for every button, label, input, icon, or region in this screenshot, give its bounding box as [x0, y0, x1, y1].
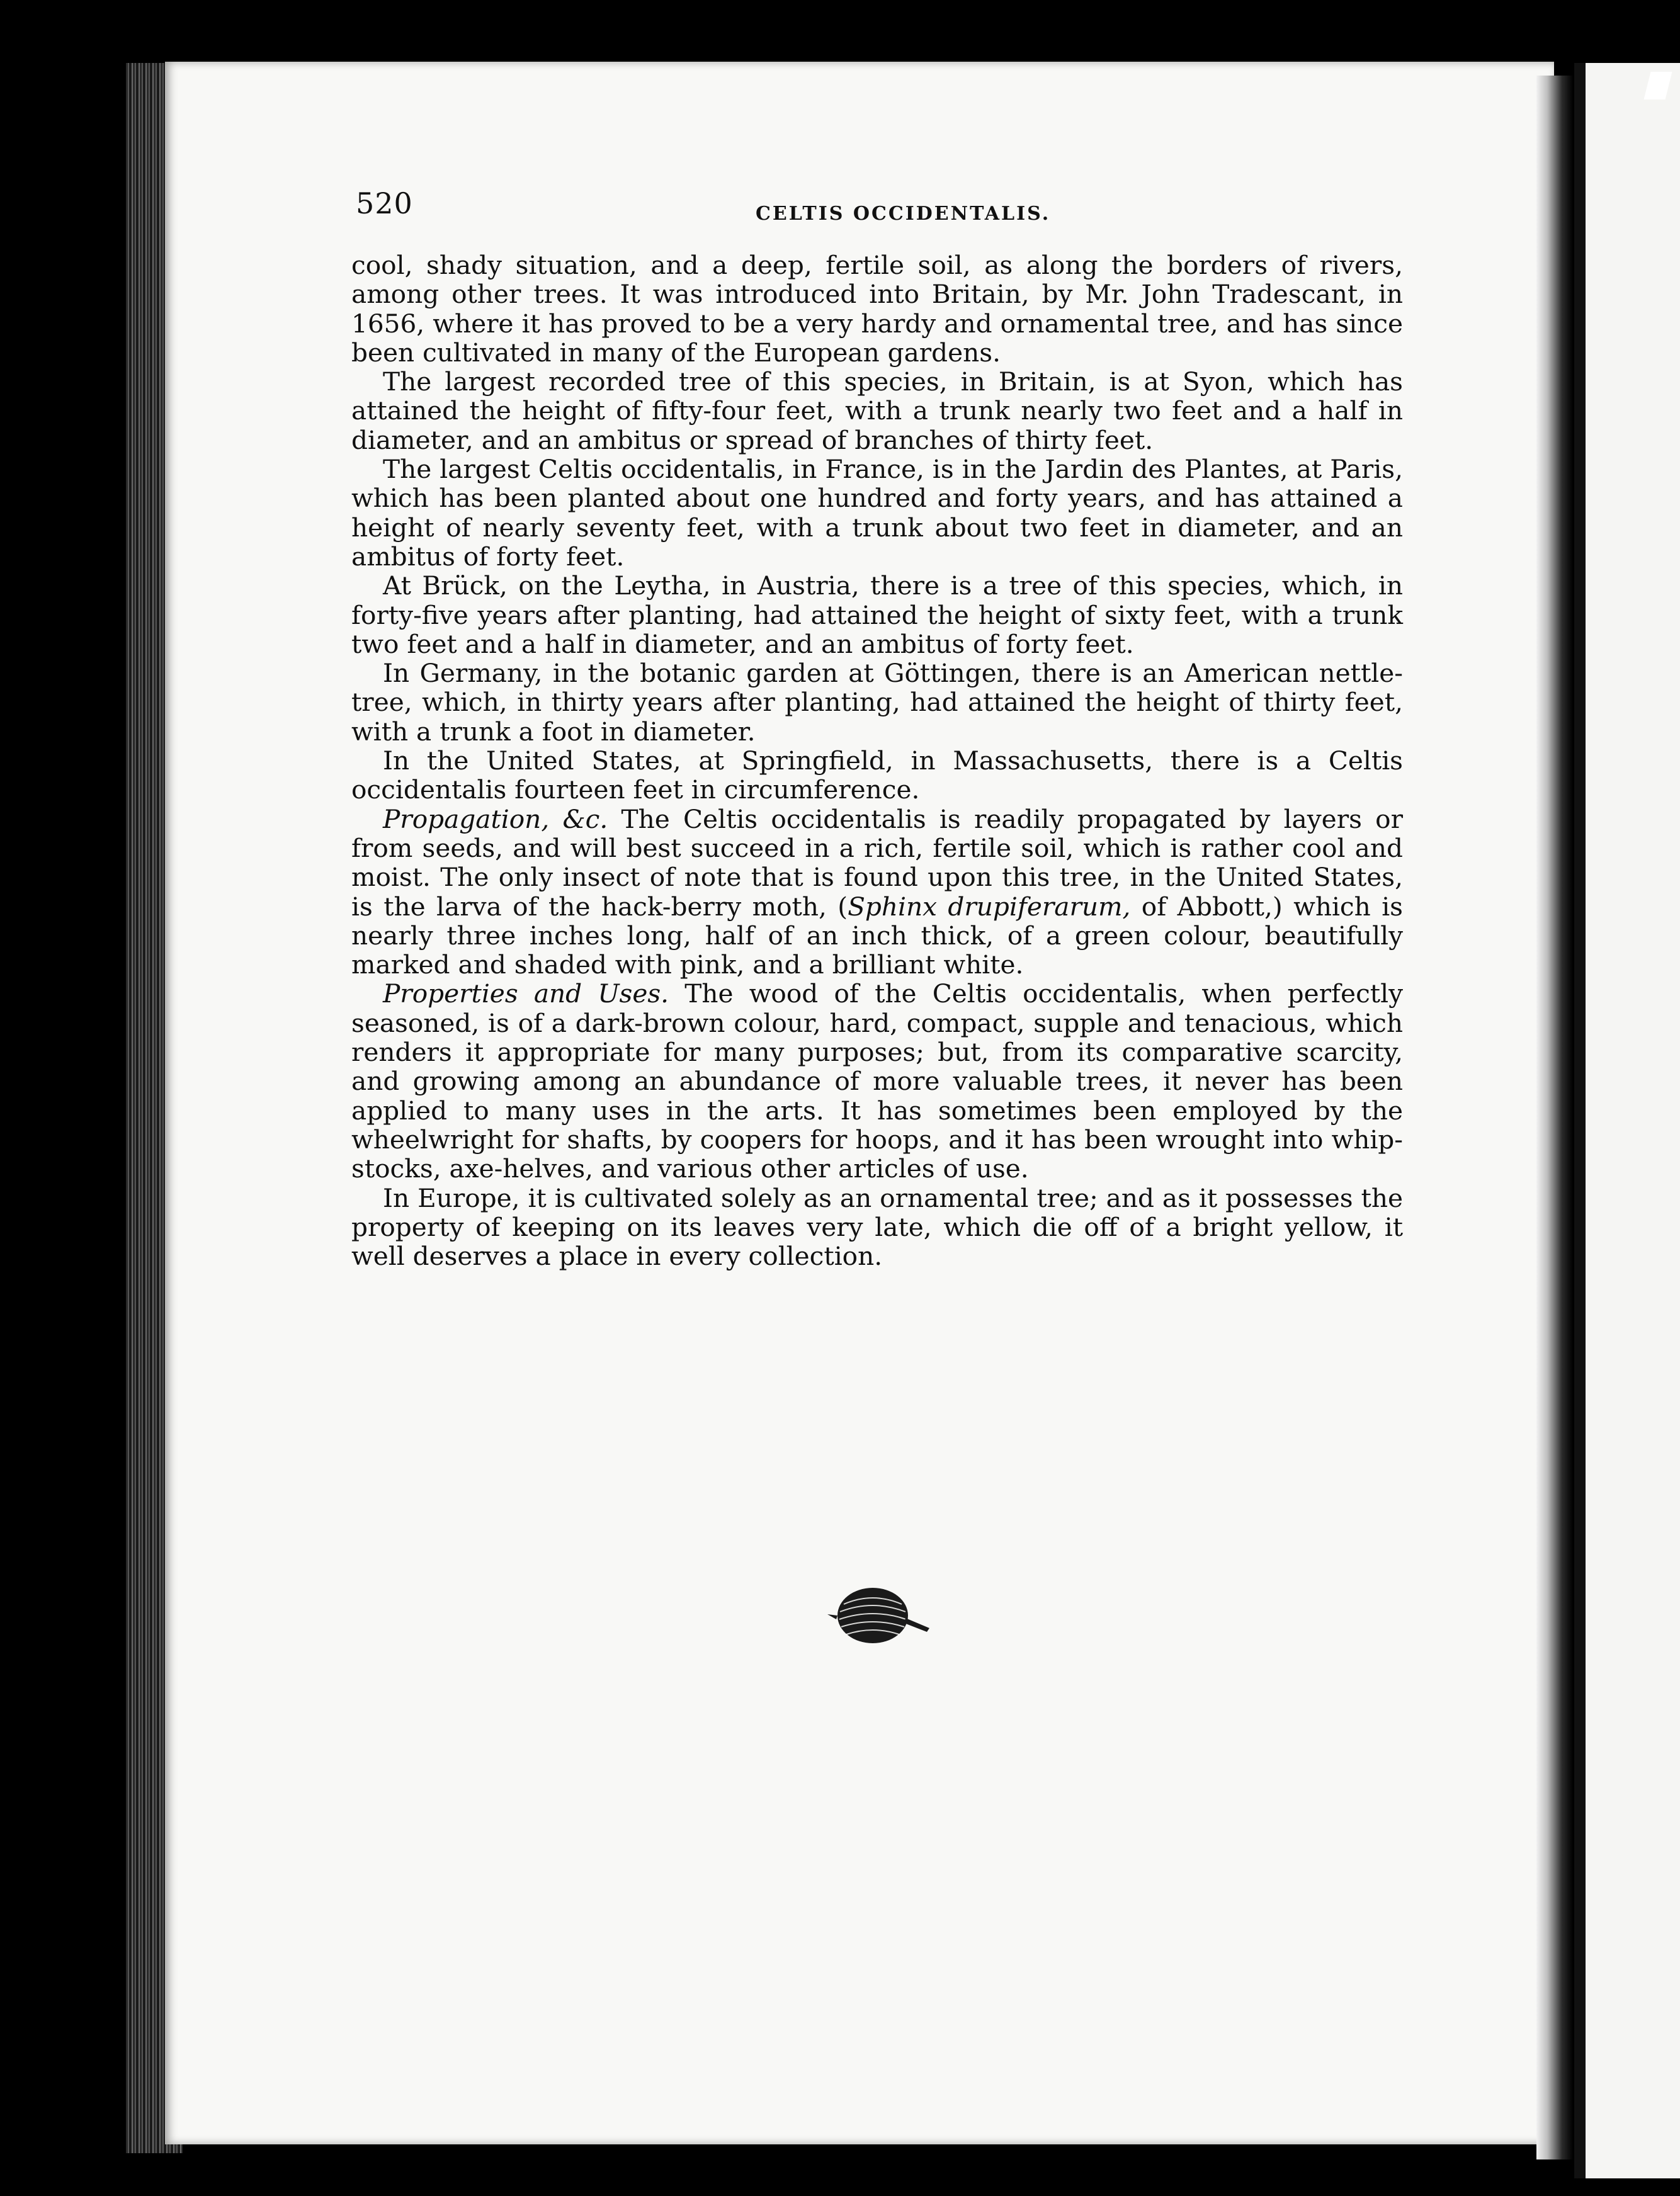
subhead-propagation: Propagation, &c. [383, 803, 608, 834]
species-name: Sphinx drupiferarum, [848, 891, 1131, 922]
paragraph-2: The largest recorded tree of this species, in Britain, is at Syon, which has attained the height of fifty-four feet, with a trunk nearly two feet and a half in diameter, and an ambitus or spread of branches of thirty feet. [351, 366, 1403, 455]
facing-page-edge [1574, 63, 1680, 2178]
berry-vignette-icon [819, 1579, 945, 1648]
propagation-text-a: The Celtis occidentalis is readily propagated by layers or from seeds, and will best succeed in a rich, fertile soil, which is rather cool and moist. The only insect of note that is found upon this tree, in the United States, is the larva of the hack-berry moth, ( [351, 803, 1404, 922]
paragraph-9: In Europe, it is cultivated solely as an ornamental tree; and as it possesses the property of keeping on its leaves very late, which die off of a bright yellow, it well deserves a place in every collection. [351, 1182, 1403, 1272]
paragraph-properties [351, 979, 1403, 1183]
body-text [351, 251, 1403, 1271]
paragraph-4: At Brück, on the Leytha, in Austria, there is a tree of this species, which, in forty-five years after planting, had attained the height of sixty feet, with a trunk two feet and a half in diameter, and an ambitus of forty feet. [351, 570, 1403, 659]
paragraph-5: In Germany, in the botanic garden at Göttingen, there is an American nettle-tree, which, in thirty years after planting, had attained the height of thirty feet, with a trunk a foot in diameter. [351, 658, 1403, 747]
paragraph-1: cool, shady situation, and a deep, fertile soil, as along the borders of rivers, among other trees. It was introduced into Britain, by Mr. John Tradescant, in 1656, where it has proved to be a very hardy and ornamental tree, and has since been cultivated in many of the European gardens. [351, 250, 1403, 368]
page-gutter-shadow [1536, 76, 1573, 2159]
page-number: 520 [356, 186, 413, 220]
subhead-properties: Properties and Uses. [383, 978, 669, 1009]
properties-text: The wood of the Celtis occidentalis, when perfectly seasoned, is of a dark-brown colour, hard, compact, supple and tenacious, which renders it appropriate for many purposes; but, from its comparative scarcity, and growing among an abundance of more valuable trees, it never has been applied to many uses in the arts. It has sometimes been employed by the wheelwright for shafts, by coopers for hoops, and it has been wrought into whip-stocks, axe-helves, and various other articles of use. [351, 978, 1403, 1184]
paragraph-6: In the United States, at Springfield, in Massachusetts, there is a Celtis occidentalis fourteen feet in circumference. [351, 745, 1403, 805]
propagation-text-b: of Abbott,) which is nearly three inches long, half of an inch thick, of a green colour, beautifully marked and shaded with pink, and a brilliant white. [351, 891, 1404, 980]
film-corner-mark [1644, 72, 1672, 99]
spine-line [1574, 63, 1586, 2178]
running-title: CELTIS OCCIDENTALIS. [756, 203, 1051, 225]
paragraph-3: The largest Celtis occidentalis, in France, is in the Jardin des Plantes, at Paris, which has been planted about one hundred and forty years, and has attained a height of nearly seventy feet, with a trunk about two feet in diameter, and an ambitus of forty feet. [351, 454, 1403, 572]
paragraph-propagation [351, 805, 1403, 980]
